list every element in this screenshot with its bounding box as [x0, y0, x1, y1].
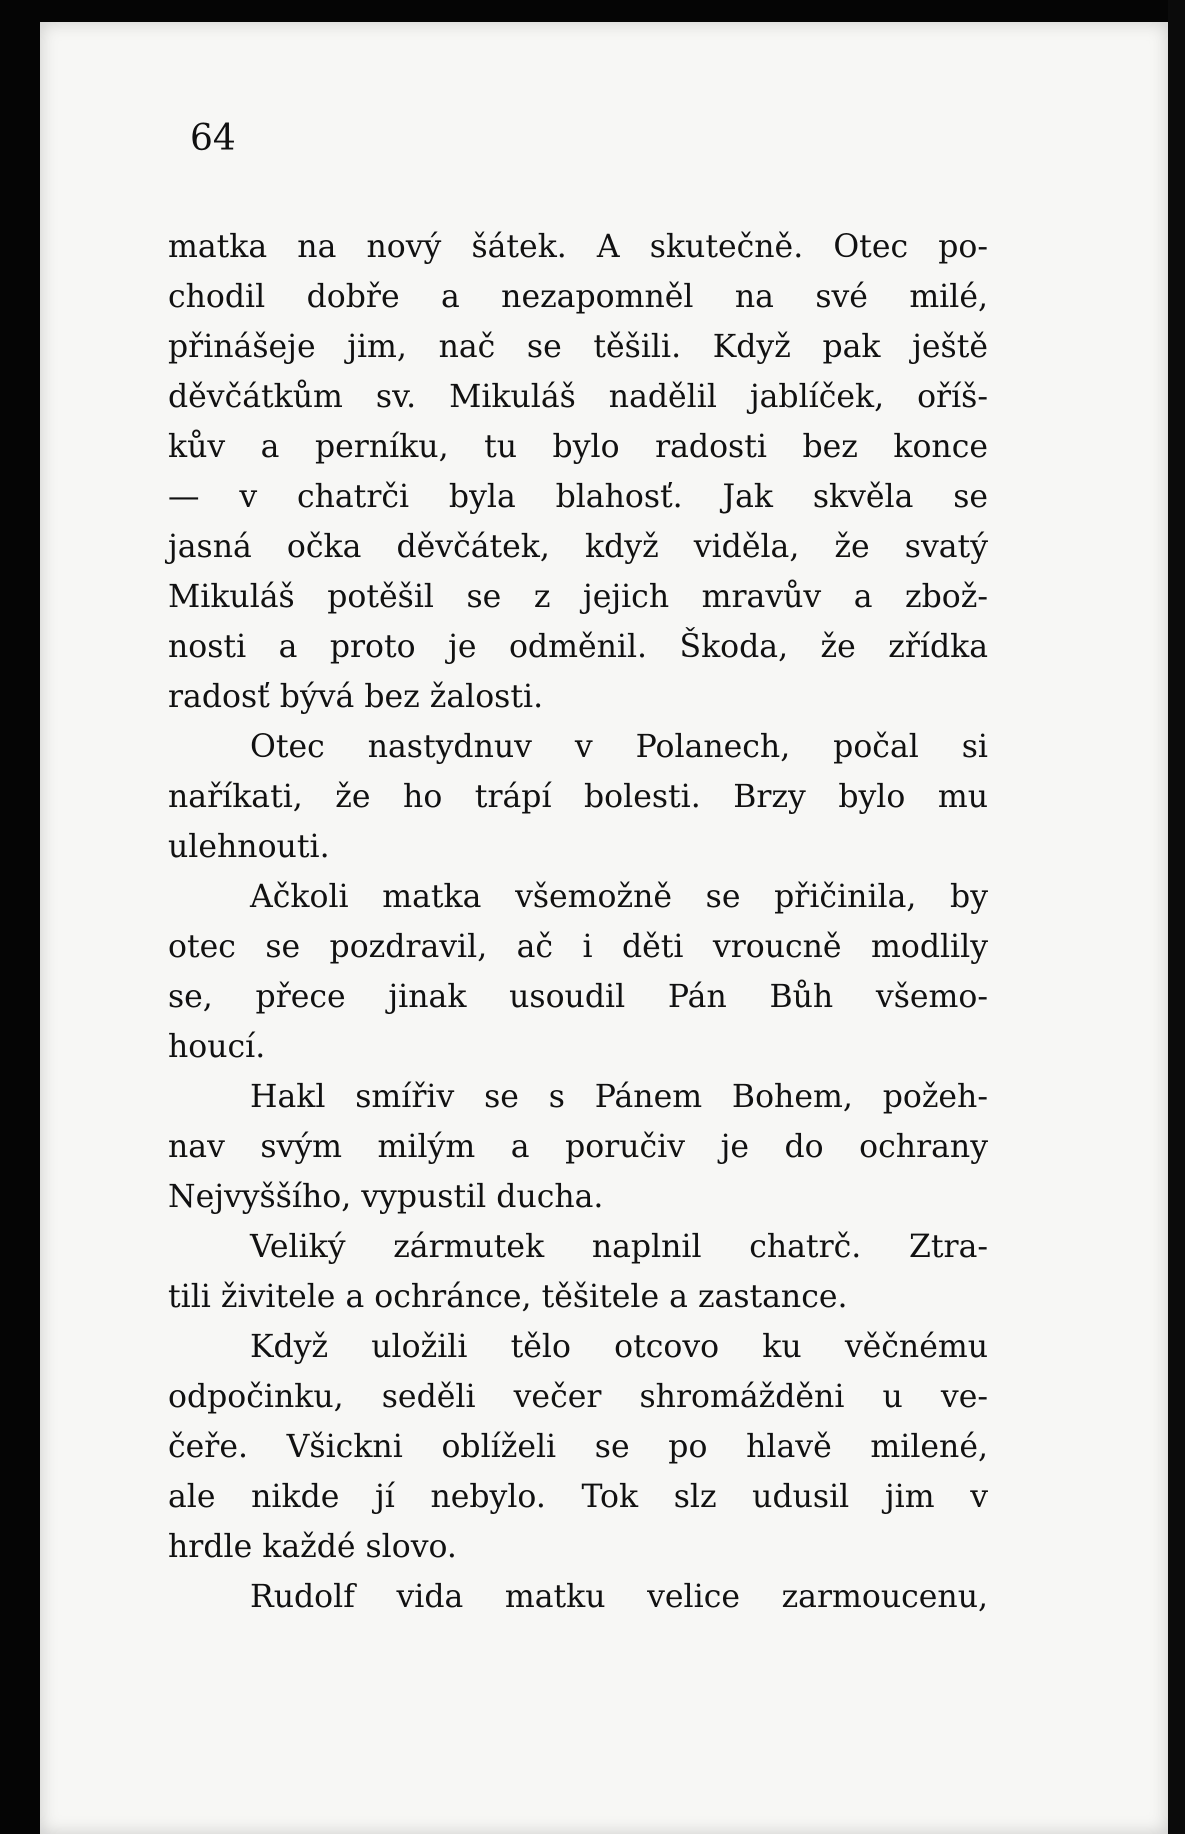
text-line: matka na nový šátek. A skutečně. Otec po-	[168, 229, 988, 265]
text-line: chodil dobře a nezapomněl na své milé,	[168, 279, 988, 315]
text-line: otec se pozdravil, ač i děti vroucně modlily	[168, 929, 988, 965]
text-line: Nejvyššího, vypustil ducha.	[168, 1179, 604, 1215]
body-text	[168, 222, 988, 1622]
text-line: nosti a proto je odměnil. Škoda, že zřídka	[168, 629, 988, 665]
text-line: přinášeje jim, nač se těšili. Když pak ještě	[168, 329, 988, 365]
text-line: jasná očka děvčátek, když viděla, že svatý	[168, 529, 988, 565]
text-line: ale nikde jí nebylo. Tok slz udusil jim v	[168, 1479, 988, 1515]
text-line: čeře. Všickni oblíželi se po hlavě milené,	[168, 1429, 988, 1465]
text-line: Když uložili tělo otcovo ku věčnému	[250, 1329, 988, 1365]
text-line: naříkati, že ho trápí bolesti. Brzy bylo mu	[168, 779, 988, 815]
scan-edge	[1168, 0, 1185, 1834]
text-line: Otec nastydnuv v Polanech, počal si	[250, 729, 988, 765]
text-line: Hakl smířiv se s Pánem Bohem, požeh-	[250, 1079, 988, 1115]
text-line: ulehnouti.	[168, 829, 330, 865]
text-line: — v chatrči byla blahosť. Jak skvěla se	[168, 479, 988, 515]
text-line: Veliký zármutek naplnil chatrč. Ztra-	[250, 1229, 988, 1265]
text-line: tili živitele a ochránce, těšitele a zastance.	[168, 1279, 848, 1315]
text-line: Mikuláš potěšil se z jejich mravův a zbož-	[168, 579, 988, 615]
text-line: kův a perníku, tu bylo radosti bez konce	[168, 429, 988, 465]
text-line: děvčátkům sv. Mikuláš nadělil jablíček, oříš-	[168, 379, 988, 415]
text-line: Ačkoli matka všemožně se přičinila, by	[250, 879, 988, 915]
text-line: houcí.	[168, 1029, 266, 1065]
text-line: hrdle každé slovo.	[168, 1529, 457, 1565]
text-line: nav svým milým a poručiv je do ochrany	[168, 1129, 988, 1165]
text-line: radosť bývá bez žalosti.	[168, 679, 544, 715]
text-line: Rudolf vida matku velice zarmoucenu,	[250, 1579, 988, 1615]
page-number: 64	[190, 118, 236, 159]
text-line: odpočinku, seděli večer shromážděni u ve-	[168, 1379, 988, 1415]
text-line: se, přece jinak usoudil Pán Bůh všemo-	[168, 979, 988, 1015]
